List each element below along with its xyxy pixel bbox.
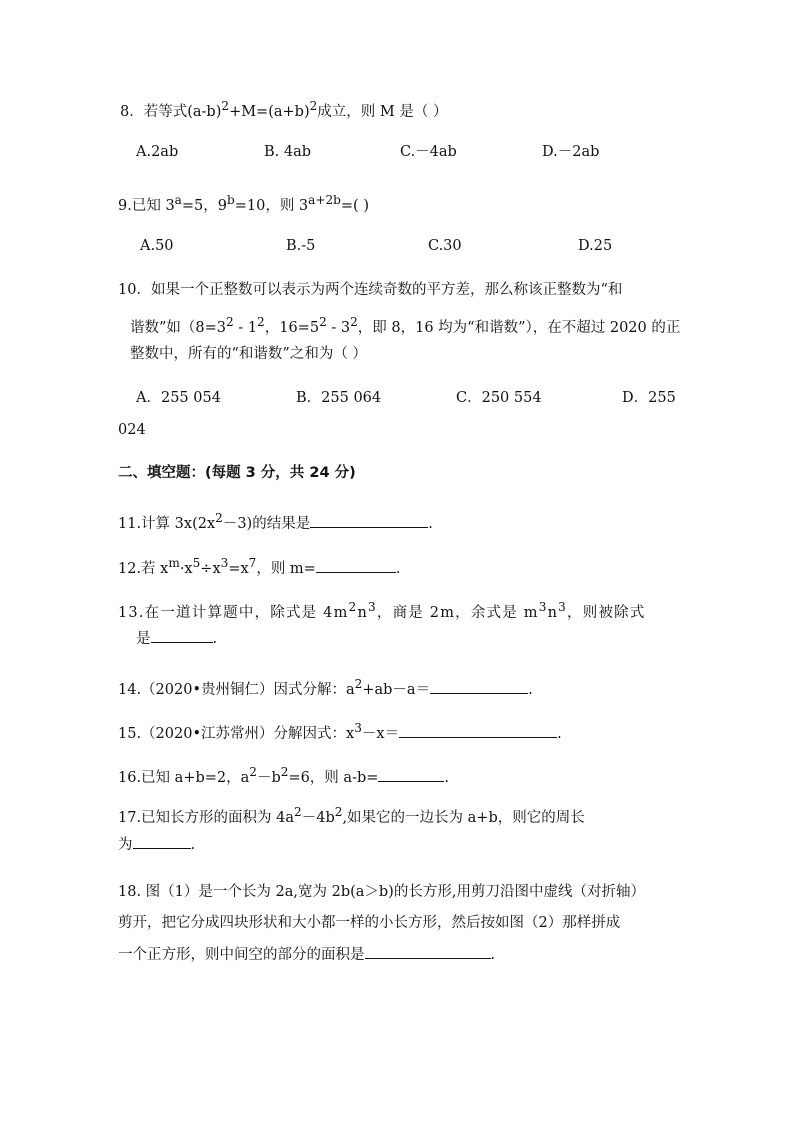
- q12-text-e: ，则 m=: [256, 560, 316, 577]
- q12-exponent-3: 3: [220, 556, 229, 570]
- q8-text-c: 成立，则 M 是（ ）: [317, 103, 448, 120]
- q9-text-a: 9.已知 3: [118, 197, 175, 214]
- question-10-line-1: 10．如果一个正整数可以表示为两个连续奇数的平方差，那么称该正整数为“和: [118, 282, 623, 298]
- q10-option-d-wrap: 024: [118, 422, 146, 438]
- question-10-line-2: [130, 312, 680, 338]
- q10-text-e: ，即 8，16 均为“和谐数”），在不超过 2020 的正: [357, 319, 681, 336]
- question-17-line-2: [118, 834, 195, 855]
- q9-option-c: C.30: [428, 238, 462, 254]
- q12-text-a: 12.若 x: [118, 560, 169, 577]
- q9-exponent-b: b: [226, 193, 235, 207]
- q13-text-c: ，商是 2m，余式是 m: [376, 604, 539, 621]
- q17-period: .: [190, 837, 196, 853]
- q8-option-a: A.2ab: [136, 144, 179, 160]
- question-13-line-1: [118, 597, 646, 623]
- q10-option-d: D．255: [622, 390, 676, 406]
- q9-option-b: B.-5: [286, 238, 316, 254]
- question-8-stem: [120, 96, 447, 122]
- q16-text-b: －b: [256, 769, 281, 786]
- q9-text-b: =5，9: [181, 197, 227, 214]
- q17-exponent-1: 2: [294, 805, 302, 819]
- q13-exponent-2: 3: [367, 600, 377, 614]
- q18-text-c: 一个正方形，则中间空的部分的面积是: [118, 947, 365, 963]
- q12-text-b: ·x: [179, 560, 193, 577]
- q9-option-a: A.50: [140, 238, 174, 254]
- q10-option-b: B．255 064: [296, 390, 382, 406]
- q13-exponent-4: 3: [558, 600, 568, 614]
- q11-period: .: [428, 515, 433, 532]
- q10-option-a: A．255 054: [136, 390, 221, 406]
- q8-exponent-2: 2: [309, 99, 318, 113]
- q14-text-b: +ab－a＝: [362, 681, 431, 698]
- q10-text-d: - 3: [326, 319, 351, 336]
- q16-answer-blank[interactable]: [378, 767, 444, 782]
- q11-text-a: 11.计算 3x(2x: [118, 515, 216, 532]
- q17-exponent-2: 2: [334, 805, 343, 819]
- q12-answer-blank[interactable]: [316, 558, 396, 573]
- q13-period: .: [212, 631, 218, 647]
- q8-option-c: C.－4ab: [400, 144, 457, 160]
- q17-text-a: 17.已知长方形的面积为 4a: [118, 809, 295, 826]
- q14-exponent: 2: [354, 677, 363, 691]
- q17-text-b: －4b: [301, 809, 335, 826]
- q14-answer-blank[interactable]: [430, 679, 528, 694]
- question-9-stem: [118, 190, 369, 216]
- q10-text-c: ，16=5: [264, 319, 320, 336]
- q11-answer-blank[interactable]: [310, 513, 428, 528]
- q13-exponent-1: 2: [348, 600, 358, 614]
- q9-option-d: D.25: [578, 238, 613, 254]
- question-17-line-1: [118, 802, 585, 828]
- q12-text-d: =x: [228, 560, 249, 577]
- q10-option-c: C．250 554: [456, 390, 542, 406]
- q12-text-c: ÷x: [200, 560, 221, 577]
- q11-text-b: －3)的结果是: [222, 515, 311, 532]
- q9-exponent-a: a: [174, 193, 182, 207]
- q13-text-a: 13.在一道计算题中，除式是 4m: [118, 604, 349, 621]
- q14-text-a: 14.（2020•贵州铜仁）因式分解：a: [118, 681, 355, 698]
- q10-text-b: - 1: [233, 319, 258, 336]
- q10-text-a: 谐数”如（8=3: [130, 319, 227, 336]
- q13-answer-blank[interactable]: [151, 628, 213, 643]
- q11-exponent: 2: [215, 511, 223, 525]
- question-15: [118, 718, 562, 744]
- q17-answer-blank[interactable]: [133, 834, 191, 849]
- q8-option-b: B. 4ab: [264, 144, 312, 160]
- q9-text-c: =10，则 3: [234, 197, 309, 214]
- q15-answer-blank[interactable]: [399, 723, 557, 738]
- q9-exponent-c: a+2b: [308, 193, 341, 207]
- section-2-title: 二、填空题：(每题 3 分，共 24 分): [118, 465, 356, 481]
- q18-answer-blank[interactable]: [365, 944, 491, 959]
- q8-text-a: 8．若等式(a-b): [120, 103, 222, 120]
- q16-exponent-1: 2: [249, 765, 257, 779]
- q8-option-d: D.－2ab: [542, 144, 600, 160]
- q15-exponent: 3: [354, 721, 362, 735]
- q13-text-d: n: [547, 604, 559, 621]
- q17-text-c: ,如果它的一边长为 a+b，则它的周长: [342, 809, 585, 826]
- question-18-line-3: [118, 944, 495, 965]
- q18-period: .: [490, 947, 496, 963]
- q13-text-e: ，则被除式: [567, 604, 646, 621]
- question-12: [118, 553, 400, 579]
- q8-exponent-1: 2: [221, 99, 230, 113]
- question-13-line-2: [136, 628, 217, 649]
- question-18-line-1: 18. 图（1）是一个长为 2a,宽为 2b(a＞b)的长方形,用剪刀沿图中虚线（对折轴）: [118, 884, 645, 900]
- q10-exponent-3: 2: [319, 315, 327, 329]
- q16-period: .: [444, 769, 450, 786]
- q15-text-a: 15.（2020•江苏常州）分解因式：x: [118, 725, 355, 742]
- q9-text-d: =( ): [340, 197, 369, 214]
- q10-exponent-4: 2: [350, 315, 358, 329]
- q10-exponent-1: 2: [226, 315, 234, 329]
- q12-exponent-4: 7: [248, 556, 257, 570]
- question-11: [118, 508, 433, 534]
- q8-text-b: +M=(a+b): [229, 103, 310, 120]
- q12-exponent-2: 5: [192, 556, 201, 570]
- q13-text-b: n: [357, 604, 368, 621]
- q16-text-a: 16.已知 a+b=2，a: [118, 769, 250, 786]
- q12-exponent-1: m: [168, 556, 180, 570]
- q12-period: .: [395, 560, 401, 577]
- question-10-line-3: 整数中，所有的“和谐数”之和为（ ）: [130, 346, 367, 362]
- q16-exponent-2: 2: [280, 765, 289, 779]
- question-16: [118, 762, 449, 788]
- q13-exponent-3: 3: [538, 600, 548, 614]
- q15-text-b: －x＝: [361, 725, 400, 742]
- q13-text-f: 是: [136, 631, 151, 647]
- q14-period: .: [528, 681, 533, 698]
- q16-text-c: =6，则 a-b=: [288, 769, 379, 786]
- q15-period: .: [557, 725, 562, 742]
- question-14: [118, 674, 533, 700]
- q17-text-d: 为: [118, 837, 133, 853]
- question-18-line-2: 剪开，把它分成四块形状和大小都一样的小长方形，然后按如图（2）那样拼成: [118, 915, 621, 931]
- q10-exponent-2: 2: [257, 315, 265, 329]
